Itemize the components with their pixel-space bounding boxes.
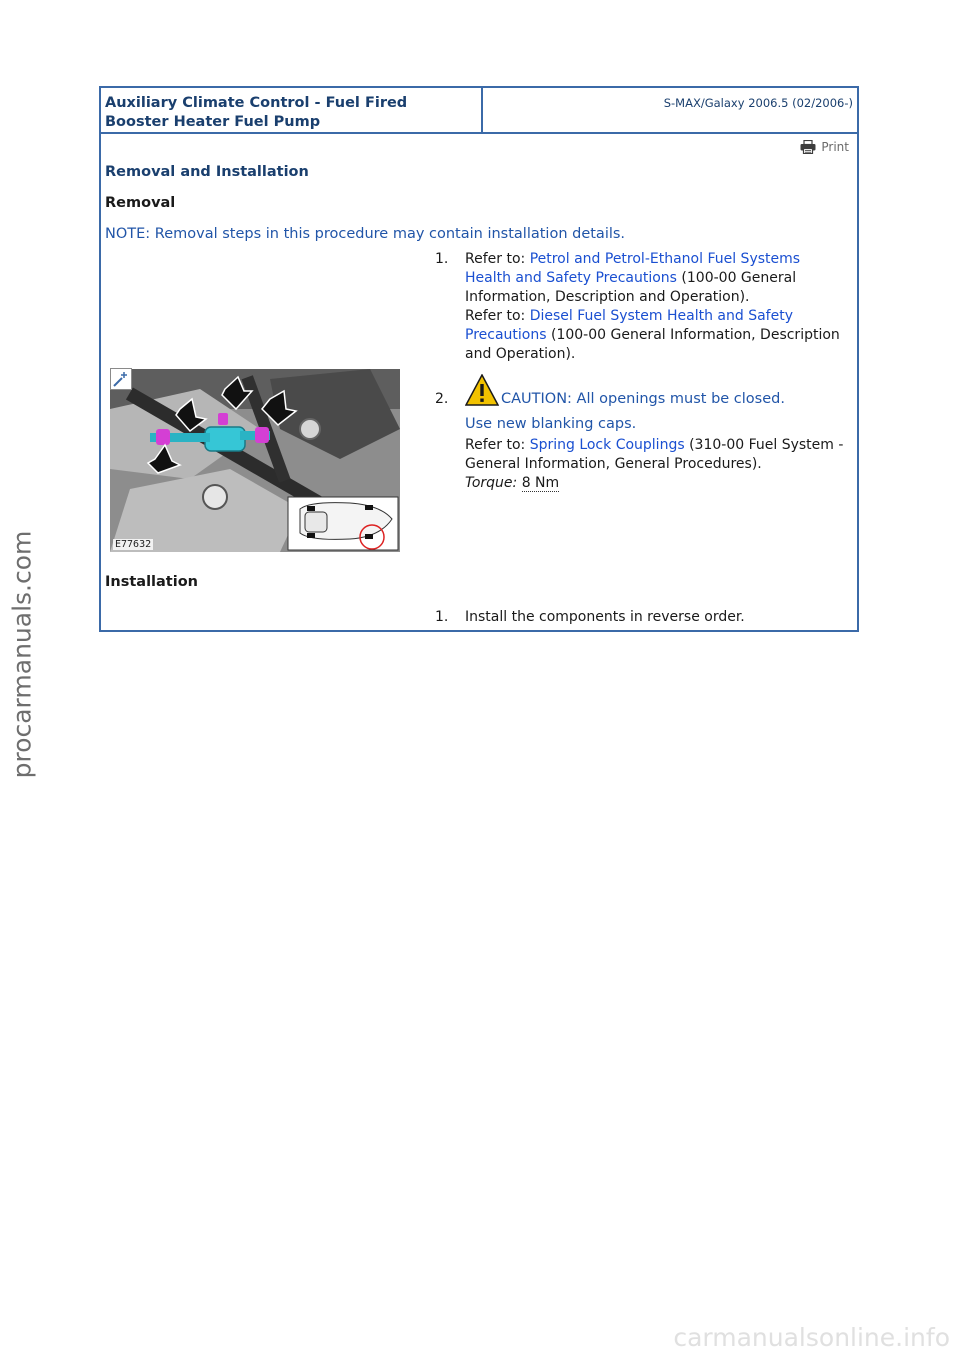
header xyxy=(101,88,857,134)
torque-row xyxy=(465,474,849,493)
step-body xyxy=(465,374,849,493)
print-label: Print xyxy=(821,140,849,154)
link-diesel-safety[interactable]: Diesel Fuel System Health and Safety Precautions xyxy=(465,308,793,343)
component-illustration[interactable] xyxy=(110,369,400,552)
reference-suffix: (100-00 General Information, Description and Operation). xyxy=(465,270,797,305)
caution-instruction: Use new blanking caps. xyxy=(465,416,637,432)
step-number: 1. xyxy=(435,609,449,625)
bottom-watermark: carmanualsonline.info xyxy=(673,1323,950,1352)
zoom-icon[interactable] xyxy=(110,368,132,390)
step-number: 2. xyxy=(435,391,449,407)
reference-suffix: (100-00 General Information, Description and Operation). xyxy=(465,327,840,362)
removal-note: NOTE: Removal steps in this procedure may contain installation details. xyxy=(105,226,626,242)
page-title: Auxiliary Climate Control - Fuel Fired Booster Heater Fuel Pump xyxy=(105,95,408,130)
fuel-pump-photo xyxy=(110,369,400,552)
side-watermark xyxy=(2,0,42,1358)
reference-suffix: (310-00 Fuel System - General Information, General Procedures). xyxy=(465,437,844,472)
warning-triangle-icon xyxy=(465,374,499,412)
step-body: Install the components in reverse order. xyxy=(465,609,745,625)
torque-label: Torque: xyxy=(465,475,518,491)
header-divider xyxy=(481,88,483,132)
link-spring-lock-couplings[interactable]: Spring Lock Couplings xyxy=(529,437,685,453)
refer-label: Refer to: xyxy=(465,437,526,453)
torque-value[interactable]: 8 Nm xyxy=(521,475,560,491)
caution-text: CAUTION: All openings must be closed. xyxy=(501,391,785,407)
figure-code: E77632 xyxy=(115,539,152,550)
printer-icon xyxy=(800,140,816,154)
link-petrol-safety[interactable]: Petrol and Petrol-Ethanol Fuel Systems Health and Safety Precautions xyxy=(465,251,801,286)
procedure-sheet xyxy=(99,86,859,632)
reference-row xyxy=(465,436,849,474)
installation-heading: Installation xyxy=(105,574,198,590)
step-body xyxy=(465,250,849,364)
removal-heading: Removal xyxy=(105,195,176,211)
section-title: Removal and Installation xyxy=(105,164,309,180)
refer-label: Refer to: xyxy=(465,308,526,324)
print-button[interactable] xyxy=(800,140,849,154)
refer-label: Refer to: xyxy=(465,251,526,267)
model-label: S-MAX/Galaxy 2006.5 (02/2006-) xyxy=(663,96,853,110)
step-number: 1. xyxy=(435,251,449,267)
side-watermark-text: procarmanuals.com xyxy=(7,530,37,779)
caution-row xyxy=(465,374,849,414)
